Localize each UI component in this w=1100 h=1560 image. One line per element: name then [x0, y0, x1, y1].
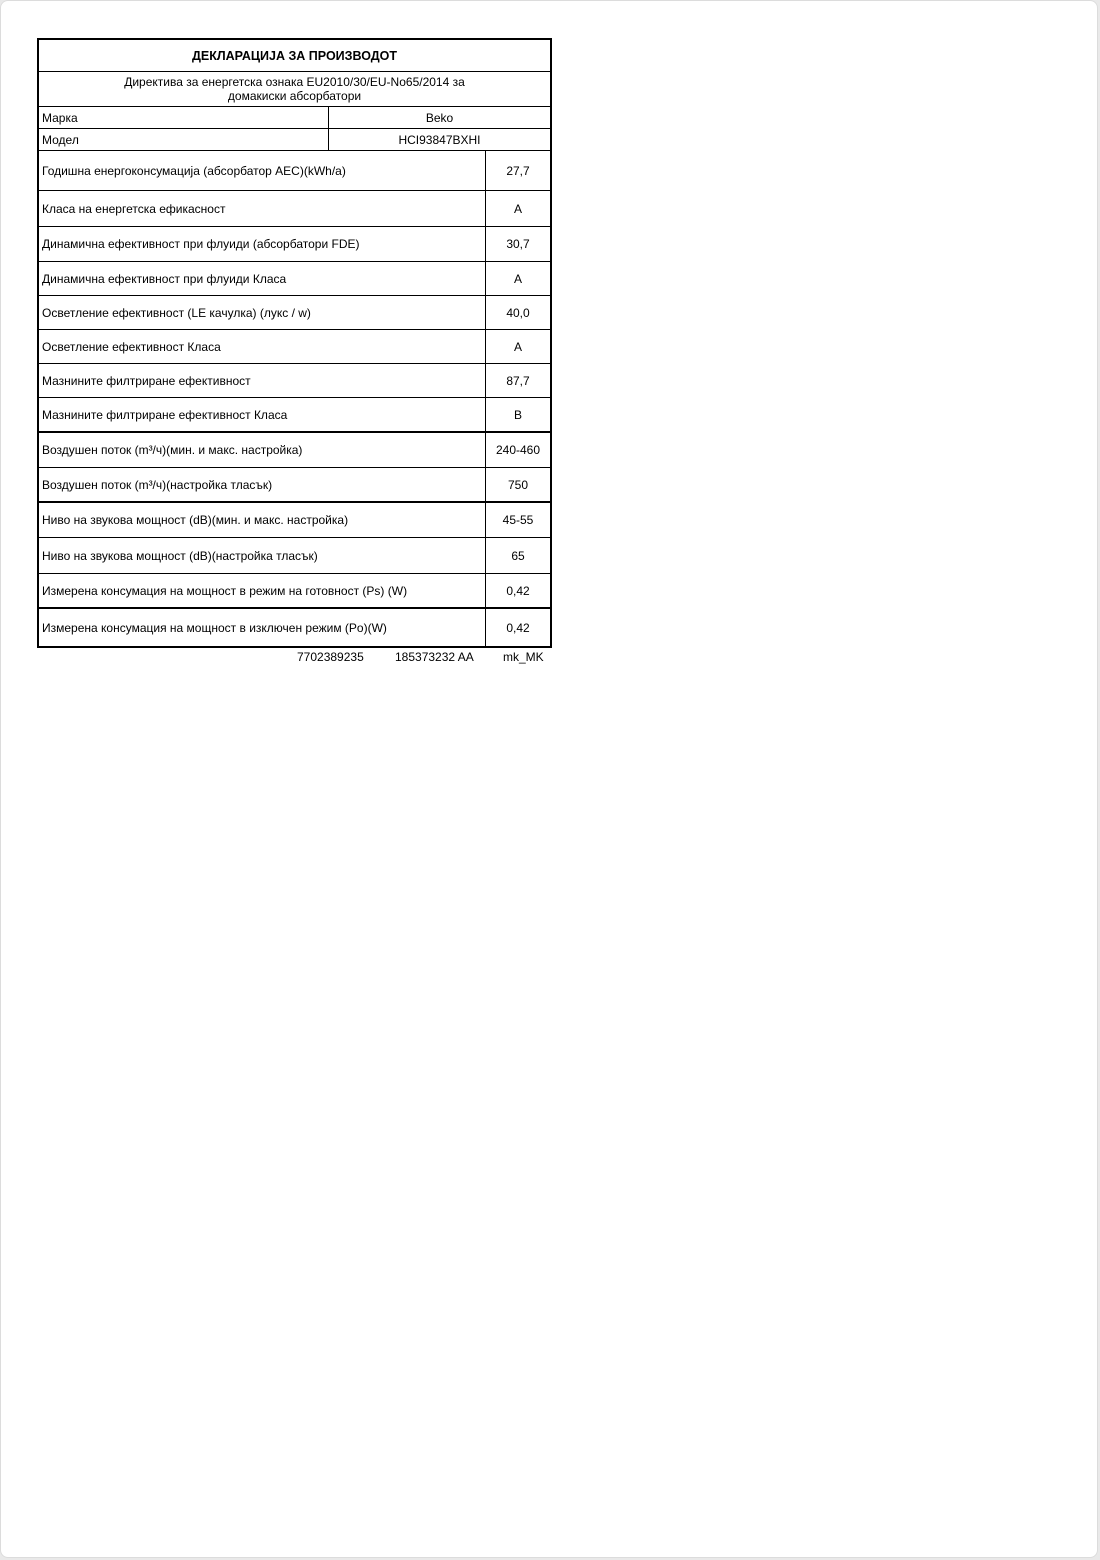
table-row [39, 191, 550, 227]
parameter-label: Мазнините филтриране ефективност [39, 364, 486, 397]
table-row [39, 503, 550, 538]
document-footer [1, 650, 552, 666]
parameter-label: Осветление ефективност Класа [39, 330, 486, 363]
document-title: ДЕКЛАРАЦИЈА ЗА ПРОИЗВОДОТ [191, 48, 398, 63]
parameter-value: 240-460 [495, 443, 541, 457]
parameter-label: Измерена консумация на мощност в режим на готовност (Ps) (W) [39, 574, 486, 607]
parameter-label: Воздушен поток (m³/ч)(настройка тласък) [39, 468, 486, 501]
parameter-label: Воздушен поток (m³/ч)(мин. и макс. настройка) [39, 433, 486, 467]
directive-row [39, 72, 550, 107]
model-label: Модел [39, 129, 329, 150]
document-code: 185373232 AA [395, 650, 474, 664]
article-number: 7702389235 [297, 650, 364, 664]
locale-code: mk_MK [503, 650, 544, 664]
parameter-label: Динамична ефективност при флуиди (абсорбатори FDE) [39, 227, 486, 261]
table-row [39, 574, 550, 609]
parameter-label: Ниво на звукова мощност (dB)(настройка тласък) [39, 538, 486, 573]
product-declaration-table [37, 38, 552, 648]
parameter-label: Измерена консумация на мощност в изключен режим (Po)(W) [39, 609, 486, 646]
parameter-value: 750 [507, 477, 529, 492]
directive-text: Директива за енергетска ознака EU2010/30/EU-No65/2014 за домакиски абсорбатори [124, 75, 465, 103]
table-row [39, 538, 550, 574]
parameter-label: Мазнините филтриране ефективност Класа [39, 398, 486, 431]
parameter-value: B [513, 407, 522, 422]
parameter-value: 45-55 [502, 513, 534, 527]
table-row [39, 433, 550, 468]
parameter-value: 0,42 [506, 620, 530, 635]
parameter-value: A [513, 339, 522, 354]
table-row [39, 468, 550, 503]
parameter-label: Класа на енергетска ефикасност [39, 191, 486, 226]
parameter-value: 87,7 [506, 373, 530, 388]
brand-label: Марка [39, 107, 329, 128]
parameter-value: A [513, 271, 522, 286]
parameter-value: A [513, 201, 522, 216]
table-row [39, 364, 550, 398]
table-row [39, 330, 550, 364]
parameter-label: Динамична ефективност при флуиди Класа [39, 262, 486, 295]
parameter-value: 0,42 [506, 583, 530, 598]
brand-value: Beko [425, 110, 454, 125]
table-row [39, 296, 550, 330]
table-row [39, 398, 550, 433]
parameter-value: 30,7 [506, 237, 530, 251]
parameter-value: 27,7 [506, 163, 530, 178]
parameter-label: Годишна енергоконсумација (абсорбатор AEC)(kWh/a) [39, 151, 486, 190]
table-row [39, 227, 550, 262]
parameter-label: Осветление ефективност (LE качулка) (лукс / w) [39, 296, 486, 329]
table-row [39, 151, 550, 191]
parameter-value: 65 [511, 548, 525, 563]
model-value: HCI93847BXHI [398, 132, 481, 147]
brand-row [39, 107, 550, 129]
table-row [39, 609, 550, 646]
parameter-label: Ниво на звукова мощност (dB)(мин. и макс. настройка) [39, 503, 486, 537]
table-row [39, 262, 550, 296]
parameter-value: 40,0 [506, 305, 530, 320]
model-row [39, 129, 550, 151]
title-row [39, 40, 550, 72]
